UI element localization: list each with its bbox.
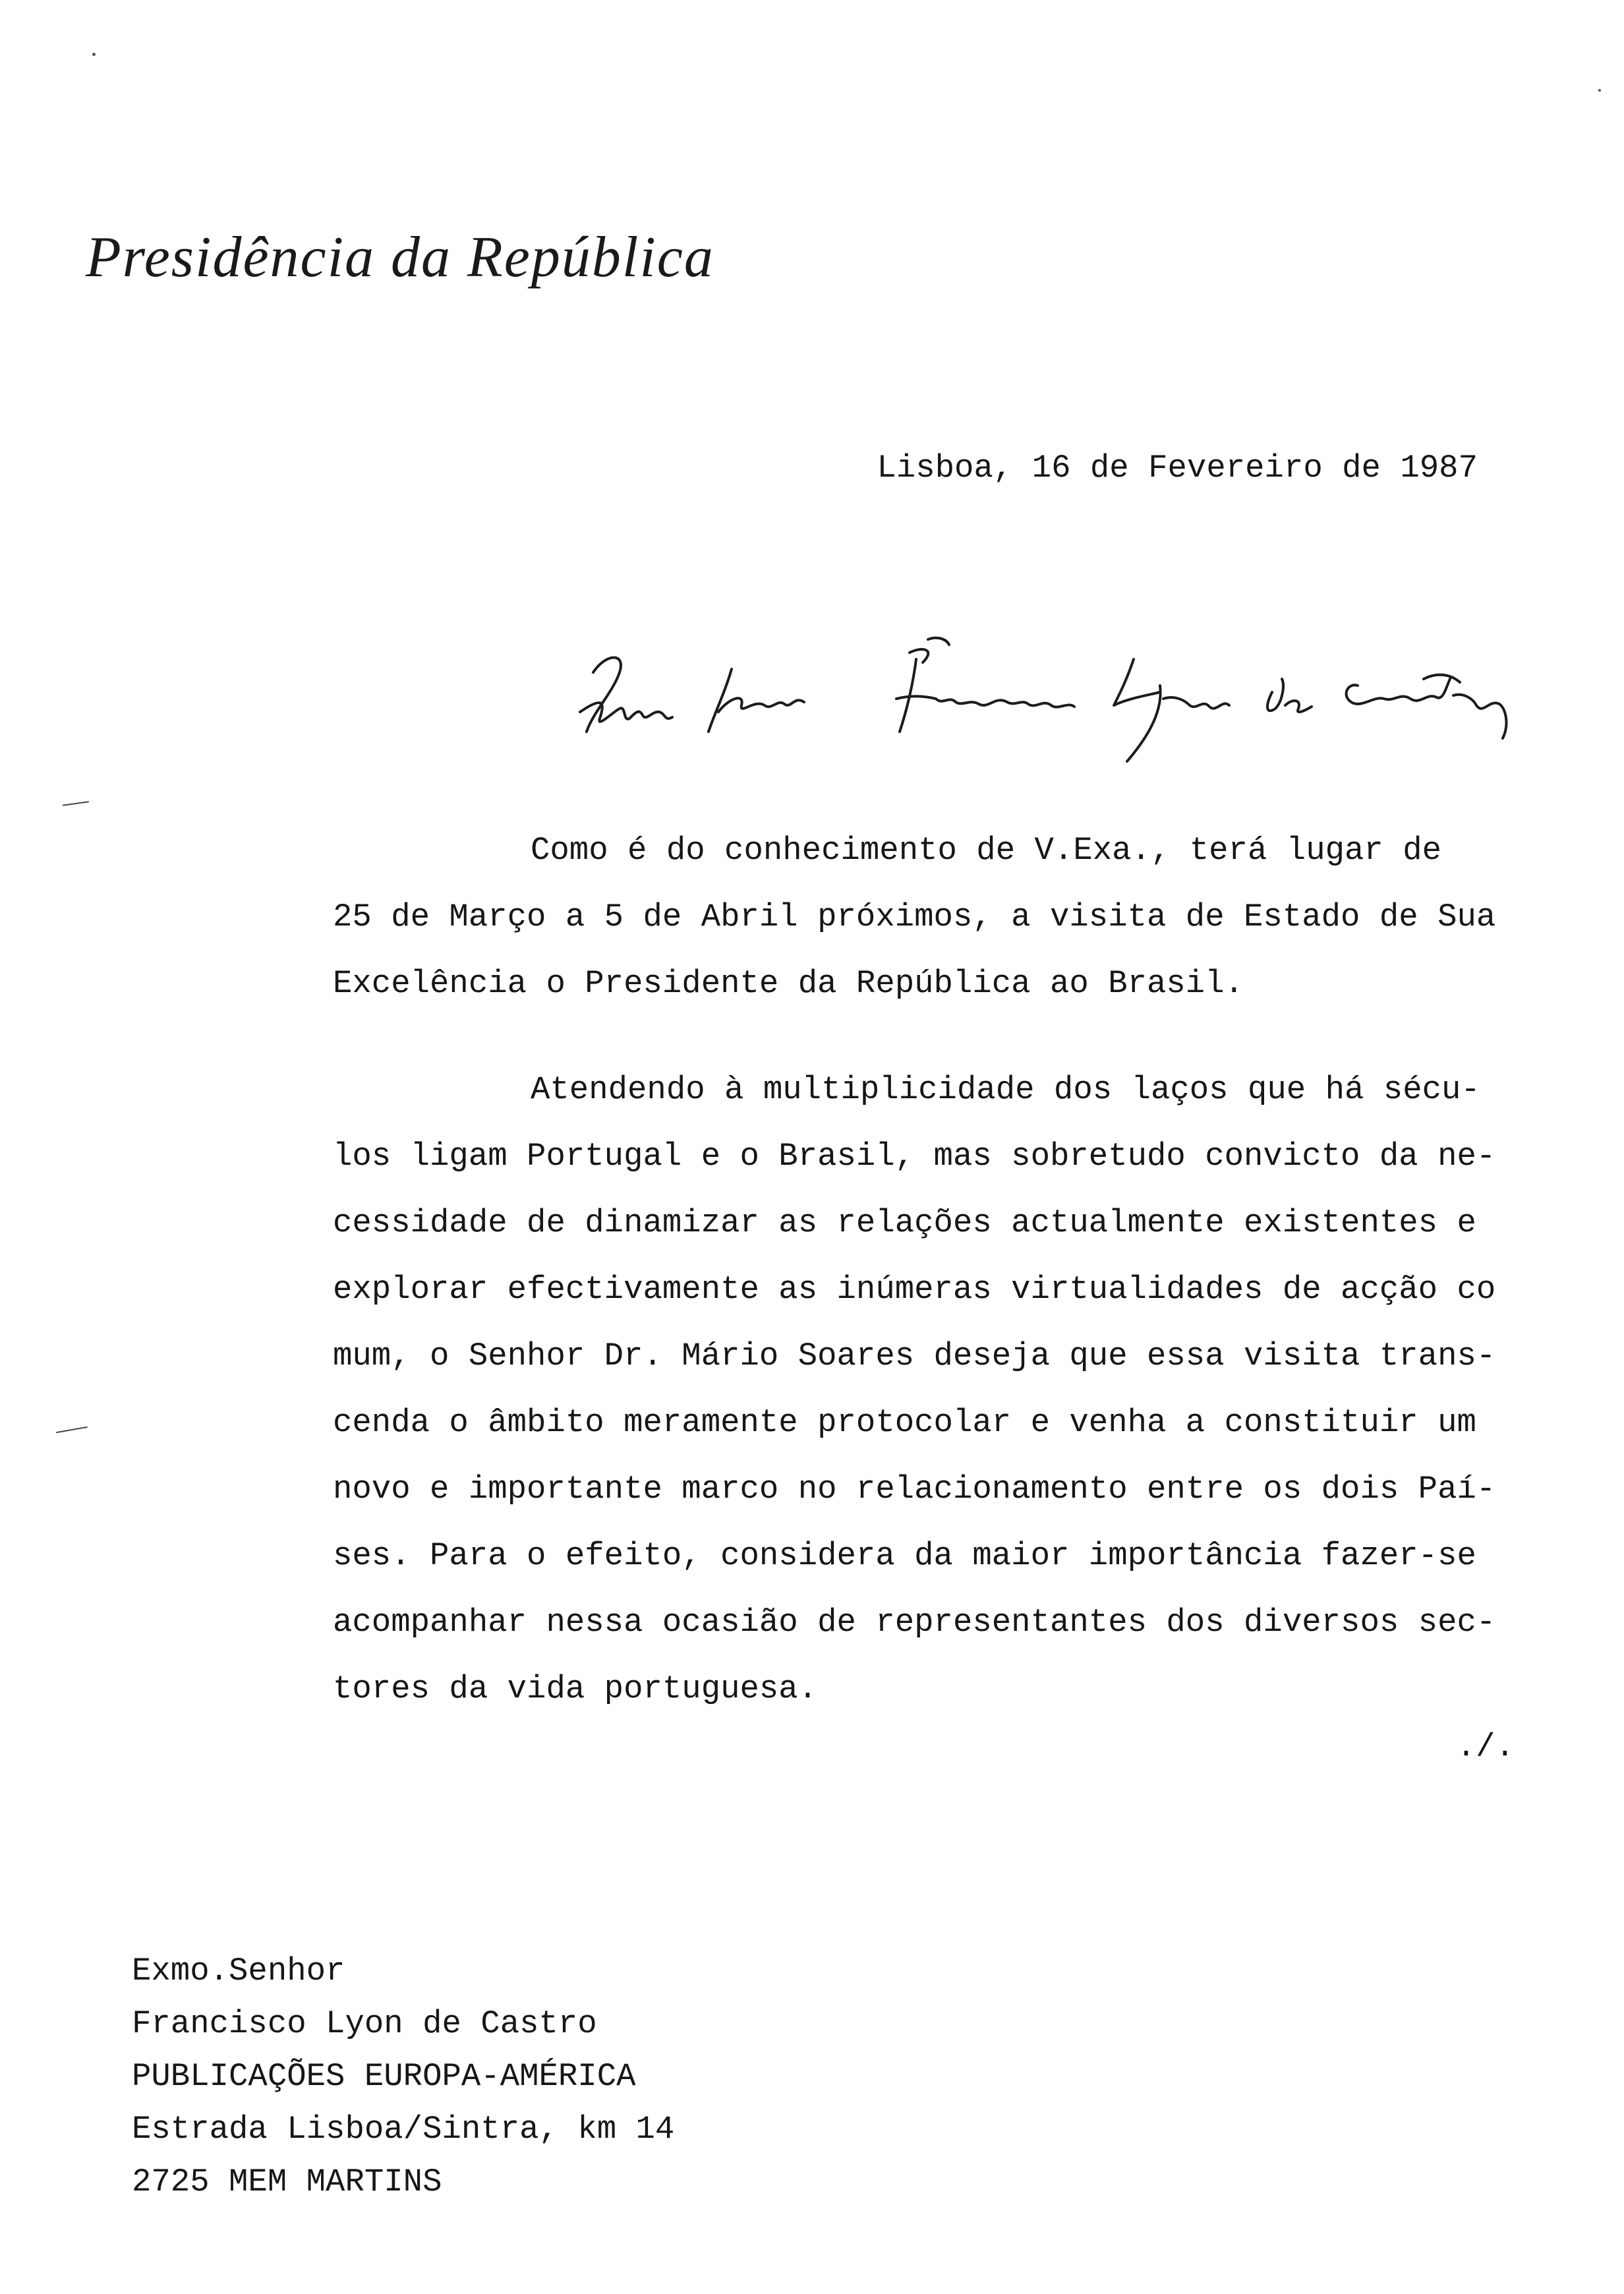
body-line: cessidade de dinamizar as relações actualmente existentes e: [333, 1204, 1476, 1241]
body-line: Atendendo à multiplicidade dos laços que há sécu-: [531, 1071, 1480, 1108]
letter-body: [333, 817, 1519, 1762]
address-line: Estrada Lisboa/Sintra, km 14: [132, 2111, 675, 2148]
handwritten-salutation-signature: [567, 633, 1529, 765]
letterhead: Presidência da República: [86, 225, 714, 289]
scan-mark: [63, 801, 89, 806]
body-line: ses. Para o efeito, considera da maior importância fazer-se: [333, 1537, 1476, 1574]
address-line: Exmo.Senhor: [132, 1953, 345, 1989]
body-line: acompanhar nessa ocasião de representantes dos diversos sec-: [333, 1604, 1496, 1641]
body-line: Como é do conhecimento de V.Exa., terá lugar de: [531, 832, 1442, 869]
scan-speck: [1598, 89, 1601, 92]
paragraph-2: [333, 1057, 1519, 1722]
body-line: los ligam Portugal e o Brasil, mas sobretudo convicto da ne-: [333, 1138, 1496, 1175]
scan-speck: [92, 53, 96, 56]
address-line: PUBLICAÇÕES EUROPA-AMÉRICA: [132, 2058, 636, 2095]
scan-mark: [56, 1426, 88, 1433]
body-line: mum, o Senhor Dr. Mário Soares deseja que essa visita trans-: [333, 1338, 1496, 1374]
address-line: Francisco Lyon de Castro: [132, 2005, 597, 2042]
paragraph-1: [333, 817, 1519, 1017]
body-line: tores da vida portuguesa.: [333, 1670, 818, 1707]
body-line: Excelência o Presidente da República ao Brasil.: [333, 965, 1244, 1002]
letter-date: Lisboa, 16 de Fevereiro de 1987: [877, 450, 1478, 486]
recipient-address: [132, 1945, 674, 2208]
handwritten-salutation: [567, 633, 1529, 765]
body-line: novo e importante marco no relacionamento entre os dois Paí-: [333, 1471, 1496, 1508]
body-line: 25 de Março a 5 de Abril próximos, a visita de Estado de Sua: [333, 898, 1496, 935]
continuation-mark: ./.: [1456, 1728, 1515, 1765]
body-line: cenda o âmbito meramente protocolar e venha a constituir um: [333, 1404, 1476, 1441]
address-line: 2725 MEM MARTINS: [132, 2163, 442, 2200]
body-line: explorar efectivamente as inúmeras virtualidades de acção co: [333, 1271, 1496, 1308]
